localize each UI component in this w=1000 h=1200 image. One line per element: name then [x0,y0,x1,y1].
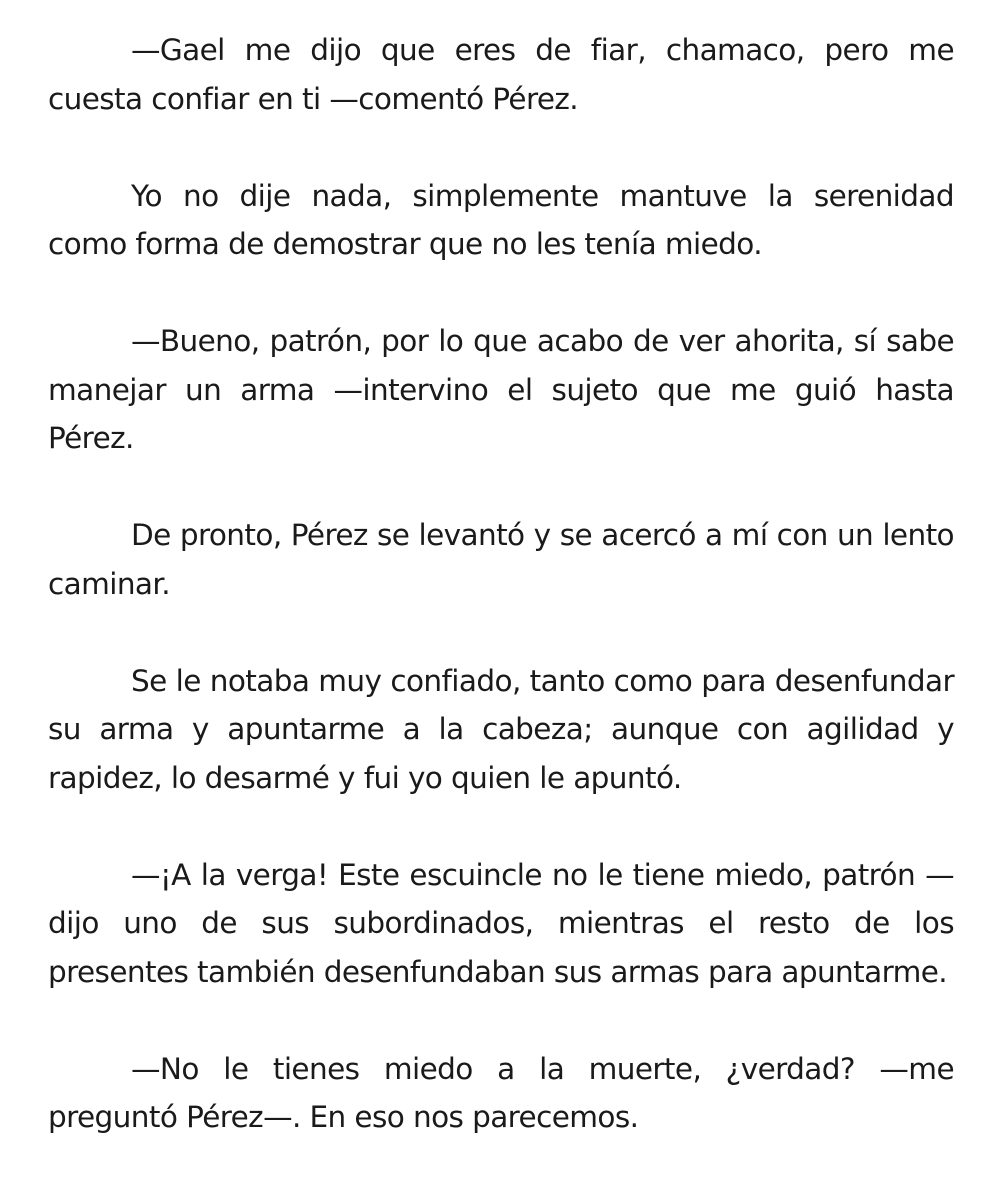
paragraph-1: —Gael me dijo que eres de fiar, chamaco, pero me cuesta confiar en ti —comentó Pérez. [48,33,954,116]
paragraph-3: —Bueno, patrón, por lo que acabo de ver ahorita, sí sabe manejar un arma —intervino el sujeto que me guió hasta Pérez. [48,324,954,455]
paragraph-4: De pronto, Pérez se levantó y se acercó a mí con un lento caminar. [48,518,954,601]
document-page [48,26,954,1142]
paragraph-5: Se le notaba muy confiado, tanto como para desenfundar su arma y apuntarme a la cabeza; aunque con agilidad y rapidez, lo desarmé y fui yo quien le apuntó. [48,663,954,795]
paragraph-7: —No le tienes miedo a la muerte, ¿verdad? —me preguntó Pérez—. En eso nos parecemos. [48,1051,954,1134]
paragraph-2: Yo no dije nada, simplemente mantuve la serenidad como forma de demostrar que no les tenía miedo. [48,178,954,261]
paragraph-6: —¡A la verga! Este escuincle no le tiene miedo, patrón —dijo uno de sus subordinados, mientras el resto de los presentes también desenfundaban sus armas para apuntarme. [48,857,954,989]
